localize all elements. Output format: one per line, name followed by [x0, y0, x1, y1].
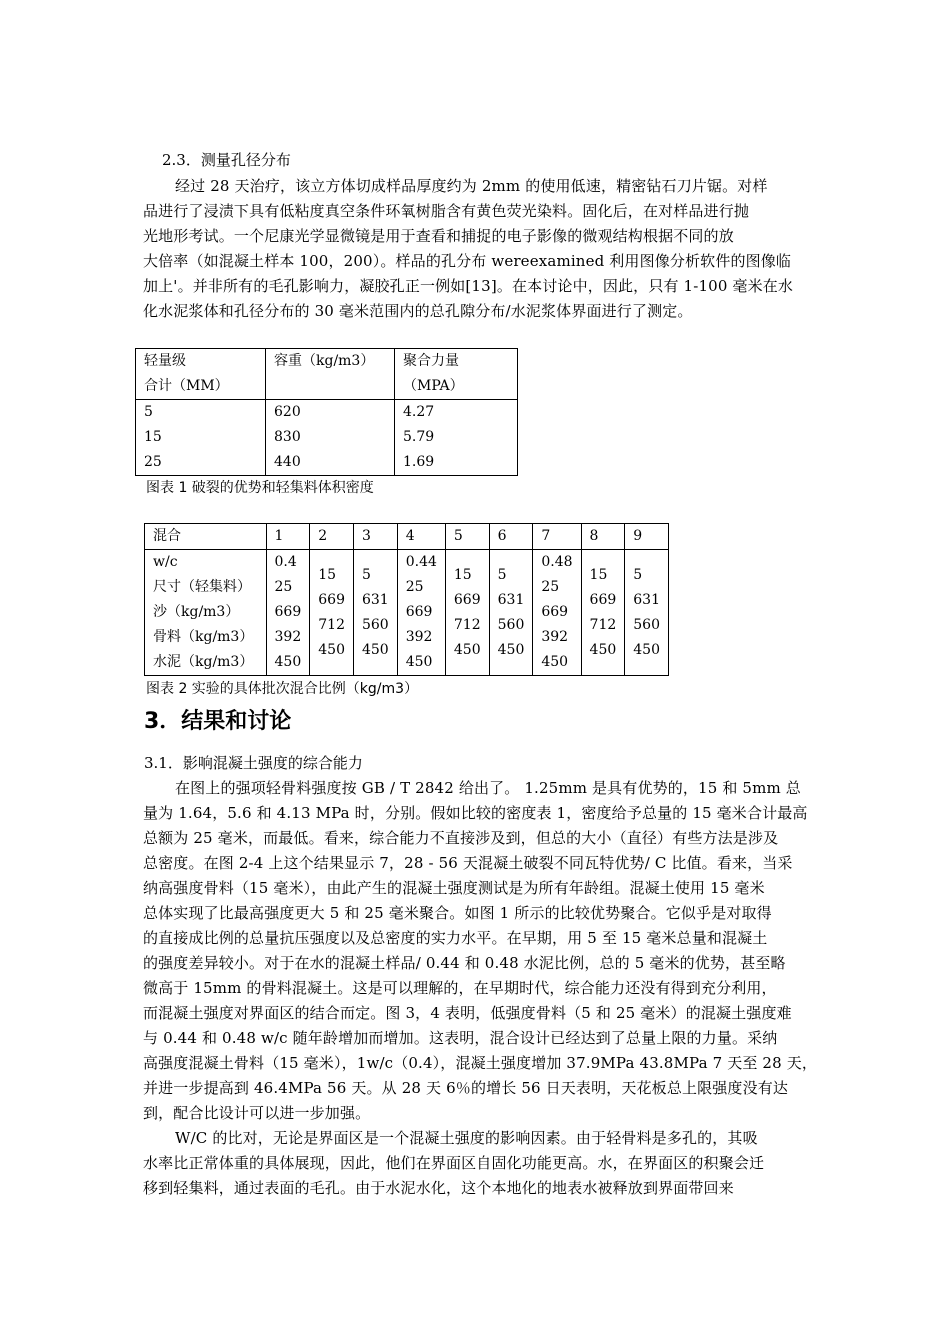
paragraph-line: 的强度差异较小。对于在水的混凝土样品/ 0.44 和 0.48 水泥比例，总的 5 毫米的优势，甚至略 [143, 954, 786, 972]
table-header-cell [395, 349, 518, 400]
cell-value: 669 [541, 604, 569, 620]
cell-value: 450 [405, 654, 433, 670]
cell-value: 631 [361, 591, 389, 608]
cell-value: 25 [144, 454, 162, 470]
row-label: 沙（kg/m3） [153, 604, 240, 620]
cell-value: 631 [633, 591, 660, 608]
cell-value: 450 [589, 641, 617, 658]
paragraph-line: 到，配合比设计可以进一步加强。 [143, 1104, 371, 1122]
cell-value: 669 [318, 591, 345, 608]
cell-value: 392 [541, 629, 569, 645]
cell-value: 712 [318, 616, 345, 633]
table-cell [395, 400, 518, 476]
table-header-cell: 8 [581, 524, 625, 550]
table1-caption: 图表 1 破裂的优势和轻集料体积密度 [146, 480, 374, 496]
cell-value: 450 [453, 641, 481, 658]
mix-column-8 [581, 550, 625, 676]
mix-column-2 [310, 550, 354, 676]
cell-value: 5 [633, 566, 643, 583]
row-label: 尺寸（轻集料） [153, 579, 251, 595]
paragraph-line: 纳高强度骨料（15 毫米），由此产生的混凝土强度测试是为所有年龄组。混凝土使用 15 毫米 [143, 879, 765, 897]
cell-value: 392 [405, 629, 433, 645]
cell-value: 25 [405, 579, 424, 595]
header-text: 轻量级 [144, 353, 186, 369]
table-header-cell: 3 [353, 524, 397, 550]
aggregate-strength-table [135, 348, 518, 476]
paragraph-line: 量为 1.64，5.6 和 4.13 MPa 时，分别。假如比较的密度表 1，密度给予总量的 15 毫米合计最高 [143, 804, 808, 822]
cell-value: 5 [144, 404, 153, 420]
cell-value: 15 [318, 566, 337, 583]
header-text: 合计（MM） [144, 378, 229, 394]
cell-value: 830 [274, 429, 301, 445]
paragraph-line: 水率比正常体重的具体展现，因此，他们在界面区自固化功能更高。水，在界面区的积聚会迁 [143, 1154, 765, 1172]
row-label: 骨料（kg/m3） [153, 629, 254, 645]
table-header-cell: 1 [266, 524, 310, 550]
table-header-cell: 4 [397, 524, 445, 550]
cell-value: 712 [589, 616, 617, 633]
paragraph-line: 的直接成比例的总量抗压强度以及总密度的实力水平。在早期，用 5 至 15 毫米总量和混凝土 [143, 929, 768, 947]
cell-value: 669 [274, 604, 302, 620]
table-cell [266, 400, 395, 476]
table-header-cell: 2 [310, 524, 354, 550]
mix-column-7 [533, 550, 581, 676]
cell-value: 450 [633, 641, 660, 658]
paragraph-line: 与 0.44 和 0.48 w/c 随年龄增加而增加。这表明，混合设计已经达到了总量上限的力量。采纳 [143, 1029, 778, 1047]
paragraph-line: 移到轻集料，通过表面的毛孔。由于水泥水化，这个本地化的地表水被释放到界面带回来 [143, 1179, 734, 1197]
section-3-1-paragraph-2 [143, 1126, 809, 1201]
cell-value: 0.44 [405, 554, 437, 570]
table-row [136, 400, 518, 476]
mix-column-9 [625, 550, 669, 676]
cell-value: 15 [144, 429, 162, 445]
section-2-3-heading: 2.3．测量孔径分布 [162, 151, 291, 169]
cell-value: 440 [274, 454, 301, 470]
paragraph-line: 大倍率（如混凝土样本 100，200）。样品的孔分布 wereexamined 利用图像分析软件的图像临 [143, 252, 792, 270]
section-3-1-paragraph-1 [143, 776, 818, 1126]
cell-value: 4.27 [403, 404, 435, 420]
paragraph-line: 总体实现了比最高强度更大 5 和 25 毫米聚合。如图 1 所示的比较优势聚合。它似乎是对取得 [143, 904, 772, 922]
cell-value: 25 [274, 579, 293, 595]
paragraph-line: 品进行了浸渍下具有低粘度真空条件环氧树脂含有黄色荧光染料。固化后，在对样品进行抛 [143, 202, 750, 220]
cell-value: 450 [541, 654, 569, 670]
table-header-cell: 6 [489, 524, 533, 550]
table2-caption: 图表 2 实验的具体批次混合比例（kg/m3） [146, 681, 419, 697]
table-header-cell: 9 [625, 524, 669, 550]
cell-value: 392 [274, 629, 302, 645]
table-header-cell: 混合 [145, 524, 267, 550]
cell-value: 5.79 [403, 429, 435, 445]
cell-value: 5 [497, 566, 507, 583]
cell-value: 631 [497, 591, 525, 608]
cell-value: 450 [318, 641, 345, 658]
cell-value: 560 [361, 616, 389, 633]
cell-value: 1.69 [403, 454, 435, 470]
cell-value: 15 [453, 566, 472, 583]
cell-value: 25 [541, 579, 560, 595]
table-header-cell [266, 349, 395, 400]
paragraph-line: 总额为 25 毫米，而最低。看来，综合能力不直接涉及到，但总的大小（直径）有些方法是涉及 [143, 829, 779, 847]
paragraph-line: 总密度。在图 2-4 上这个结果显示 7，28 - 56 天混凝土破裂不同瓦特优势/ C 比值。看来，当采 [143, 854, 793, 872]
cell-value: 0.4 [274, 554, 297, 570]
section-3-1-heading: 3.1．影响混凝土强度的综合能力 [144, 754, 363, 772]
header-text: 聚合力量 [403, 353, 459, 369]
paragraph-line: 化水泥浆体和孔径分布的 30 毫米范围内的总孔隙分布/水泥浆体界面进行了测定。 [143, 302, 693, 320]
mix-proportion-table [144, 523, 669, 676]
mix-column-1 [266, 550, 310, 676]
cell-value: 712 [453, 616, 481, 633]
cell-value: 15 [589, 566, 608, 583]
paragraph-line: 加上'。并非所有的毛孔影响力，凝胶孔正一例如[13]。在本讨论中，因此，只有 1-100 毫米在水 [143, 277, 794, 295]
paragraph-line: 光地形考试。一个尼康光学显微镜是用于查看和捕捉的电子影像的微观结构根据不同的放 [143, 227, 734, 245]
row-label: w/c [153, 554, 178, 570]
paragraph-line: 而混凝土强度对界面区的结合而定。图 3，4 表明，低强度骨料（5 和 25 毫米）的混凝土强度难 [143, 1004, 792, 1022]
paragraph-line: 经过 28 天治疗，该立方体切成样品厚度约为 2mm 的使用低速，精密钻石刀片锯。对样 [175, 177, 768, 195]
cell-value: 450 [274, 654, 302, 670]
paragraph-line: 高强度混凝土骨料（15 毫米），1w/c（0.4），混凝土强度增加 37.9MPa 43.8MPa 7 天至 28 天， [143, 1054, 818, 1072]
table-header-row [145, 524, 669, 550]
row-labels-cell [145, 550, 267, 676]
mix-column-3 [353, 550, 397, 676]
section-2-3-paragraph [143, 174, 809, 324]
mix-column-6 [489, 550, 533, 676]
mix-column-4 [397, 550, 445, 676]
header-text: （MPA） [403, 378, 464, 394]
table-header-cell: 7 [533, 524, 581, 550]
cell-value: 560 [633, 616, 660, 633]
paragraph-line: 并进一步提高到 46.4MPa 56 天。从 28 天 6％的增长 56 日天表明，天花板总上限强度没有达 [143, 1079, 789, 1097]
cell-value: 620 [274, 404, 301, 420]
cell-value: 669 [589, 591, 617, 608]
cell-value: 450 [497, 641, 525, 658]
table-header-row [136, 349, 518, 400]
header-text: 容重（kg/m3） [274, 353, 375, 369]
table-row [145, 550, 669, 676]
table-header-cell [136, 349, 266, 400]
paragraph-line: 在图上的强项轻骨料强度按 GB / T 2842 给出了。 1.25mm 是具有优势的，15 和 5mm 总 [175, 779, 801, 797]
cell-value: 669 [405, 604, 433, 620]
cell-value: 0.48 [541, 554, 573, 570]
cell-value: 5 [361, 566, 371, 583]
paragraph-line: 微高于 15mm 的骨料混凝土。这是可以理解的，在早期时代，综合能力还没有得到充分利用， [143, 979, 777, 997]
mix-column-5 [445, 550, 489, 676]
paragraph-line: W/C 的比对，无论是界面区是一个混凝土强度的影响因素。由于轻骨料是多孔的，其吸 [175, 1129, 758, 1147]
table-cell [136, 400, 266, 476]
section-3-heading: 3．结果和讨论 [144, 709, 292, 734]
row-label: 水泥（kg/m3） [153, 654, 254, 670]
cell-value: 669 [453, 591, 481, 608]
cell-value: 560 [497, 616, 525, 633]
cell-value: 450 [361, 641, 389, 658]
table-header-cell: 5 [445, 524, 489, 550]
